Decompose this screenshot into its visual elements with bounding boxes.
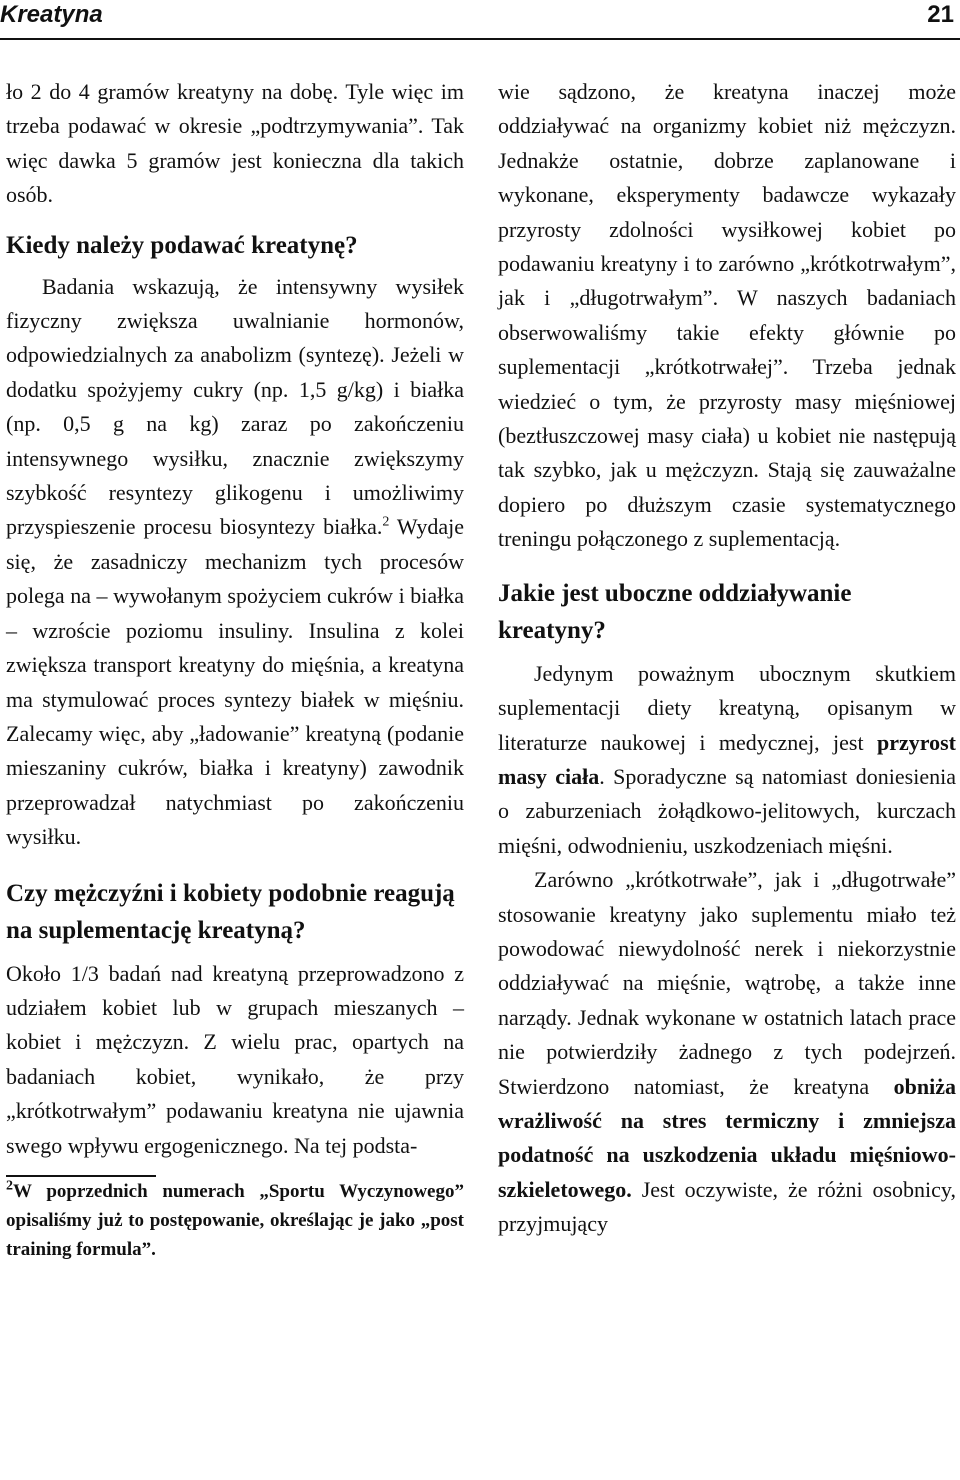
paragraph-text: . Sporadyczne są natomiast doniesienia o zaburzeniach żołądkowo-jelitowych, kurczach mięśni, odwodnieniu, uszkodzeniach mięśni. (498, 763, 956, 858)
section-heading: Czy mężczyźni i kobiety podobnie reagują na suplementację kreatyną? (6, 879, 455, 944)
left-column (6, 75, 464, 1264)
footnote (6, 1177, 464, 1264)
right-column (498, 75, 956, 1242)
footnote-text: W poprzednich numerach „Sportu Wyczynowego” opisaliśmy już to postępowanie, określając je jako „post training formula”. (6, 1180, 464, 1260)
running-title: Kreatyna (0, 1, 103, 28)
footnote-reference: 2 (382, 515, 390, 531)
page-number: 21 (927, 1, 954, 28)
paragraph (6, 270, 464, 855)
paragraph: Około 1/3 badań nad kreatyną przeprowadzono z udziałem kobiet lub w grupach mieszanych – kobiet i mężczyzn. Z wielu prac, opartych na badaniach kobiet, wynikało, że przy „krótkotrwałym” podawaniu kreatyna nie ujawnia swego wpływu ergogenicznego. Na tej podsta- (6, 960, 464, 1158)
bold-phrase: obniża wrażliwość na stres termiczny i zmniejsza podatność na uszkodzenia układu mięśniowo-szkieletowego. (498, 1073, 956, 1202)
header-rule (0, 38, 960, 40)
bold-phrase: przyrost masy ciała (498, 729, 956, 789)
paragraph-text: Badania wskazują, że intensywny wysiłek fizyczny zwiększa uwalnianie hormonów, odpowiedzialnych za anabolizm (syntezę). Jeżeli w dodatku spożyjemy cukry (np. 1,5 g/kg) i białka (np. 0,5 g na kg) zaraz po zakończeniu intensywnego wysiłku, znacznie zwiększymy szybkość resyntezy glikogenu i umożliwimy przyspieszenie procesu biosyntezy białka. (6, 273, 464, 540)
paragraph (498, 863, 956, 1241)
paragraph: ło 2 do 4 gramów kreatyny na dobę. Tyle więc im trzeba podawać w okresie „podtrzymywania”. Tak więc dawka 5 gramów jest konieczna dla takich osób. (6, 79, 464, 208)
paragraph-text: Wydaje się, że zasadniczy mechanizm tych procesów polega na – wywołanym spożyciem cukrów i białka – wzroście poziomu insuliny. Insulina z kolei zwiększa transport kreatyny do mięśnia, a kreatyna ma stymulować proces syntezy białek w mięśniu. Zalecamy więc, aby „ładowanie” kreatyną (podanie mieszaniny cukrów, białka i kreatyny) zawodnik przeprowadzał natychmiast po zakończeniu wysiłku. (6, 514, 465, 850)
paragraph-text: Jedynym poważnym ubocznym skutkiem suplementacji diety kreatyną, opisanym w literaturze naukowej i medycznej, jest (498, 660, 956, 755)
footnote-number: 2 (6, 1178, 13, 1194)
paragraph (498, 657, 956, 863)
paragraph-text: Zarówno „krótkotrwałe”, jak i „długotrwałe” stosowanie kreatyny jako suplementu miało też powodować niewydolność nerek i niekorzystnie oddziaływać na mięśnie, wątrobę, a także inne narządy. Jednak wykonane w ostatnich latach prace nie potwierdziły żadnego z tych podejrzeń. Stwierdzono natomiast, że kreatyna (498, 867, 956, 1099)
paragraph: wie sądzono, że kreatyna inaczej może oddziaływać na organizmy kobiet niż mężczyzn. Jednakże ostatnie, dobrze zaplanowane i wykonane, eksperymenty badawcze wykazały przyrosty zdolności wysiłkowej kobiet po podawaniu kreatyny i to zarówno „krótkotrwałym”, jak i „długotrwałym”. W naszych badaniach obserwowaliśmy takie efekty głównie po suplementacji „krótkotrwałej”. Trzeba jednak wiedzieć o tym, że przyrosty masy mięśniowej (beztłuszczowej masy ciała) u kobiet nie następują tak szybko, jak u mężczyzn. Stają się zauważalne dopiero po dłuższym czasie systematycznego treningu połączonego z suplementacją. (498, 79, 956, 552)
page-header (0, 0, 960, 40)
paragraph-text: Jest oczywiste, że różni osobnicy, przyjmujący (498, 1176, 956, 1237)
section-heading: Kiedy należy podawać kreatynę? (6, 231, 358, 259)
section-heading: Jakie jest uboczne oddziaływanie kreatyny? (498, 579, 852, 644)
